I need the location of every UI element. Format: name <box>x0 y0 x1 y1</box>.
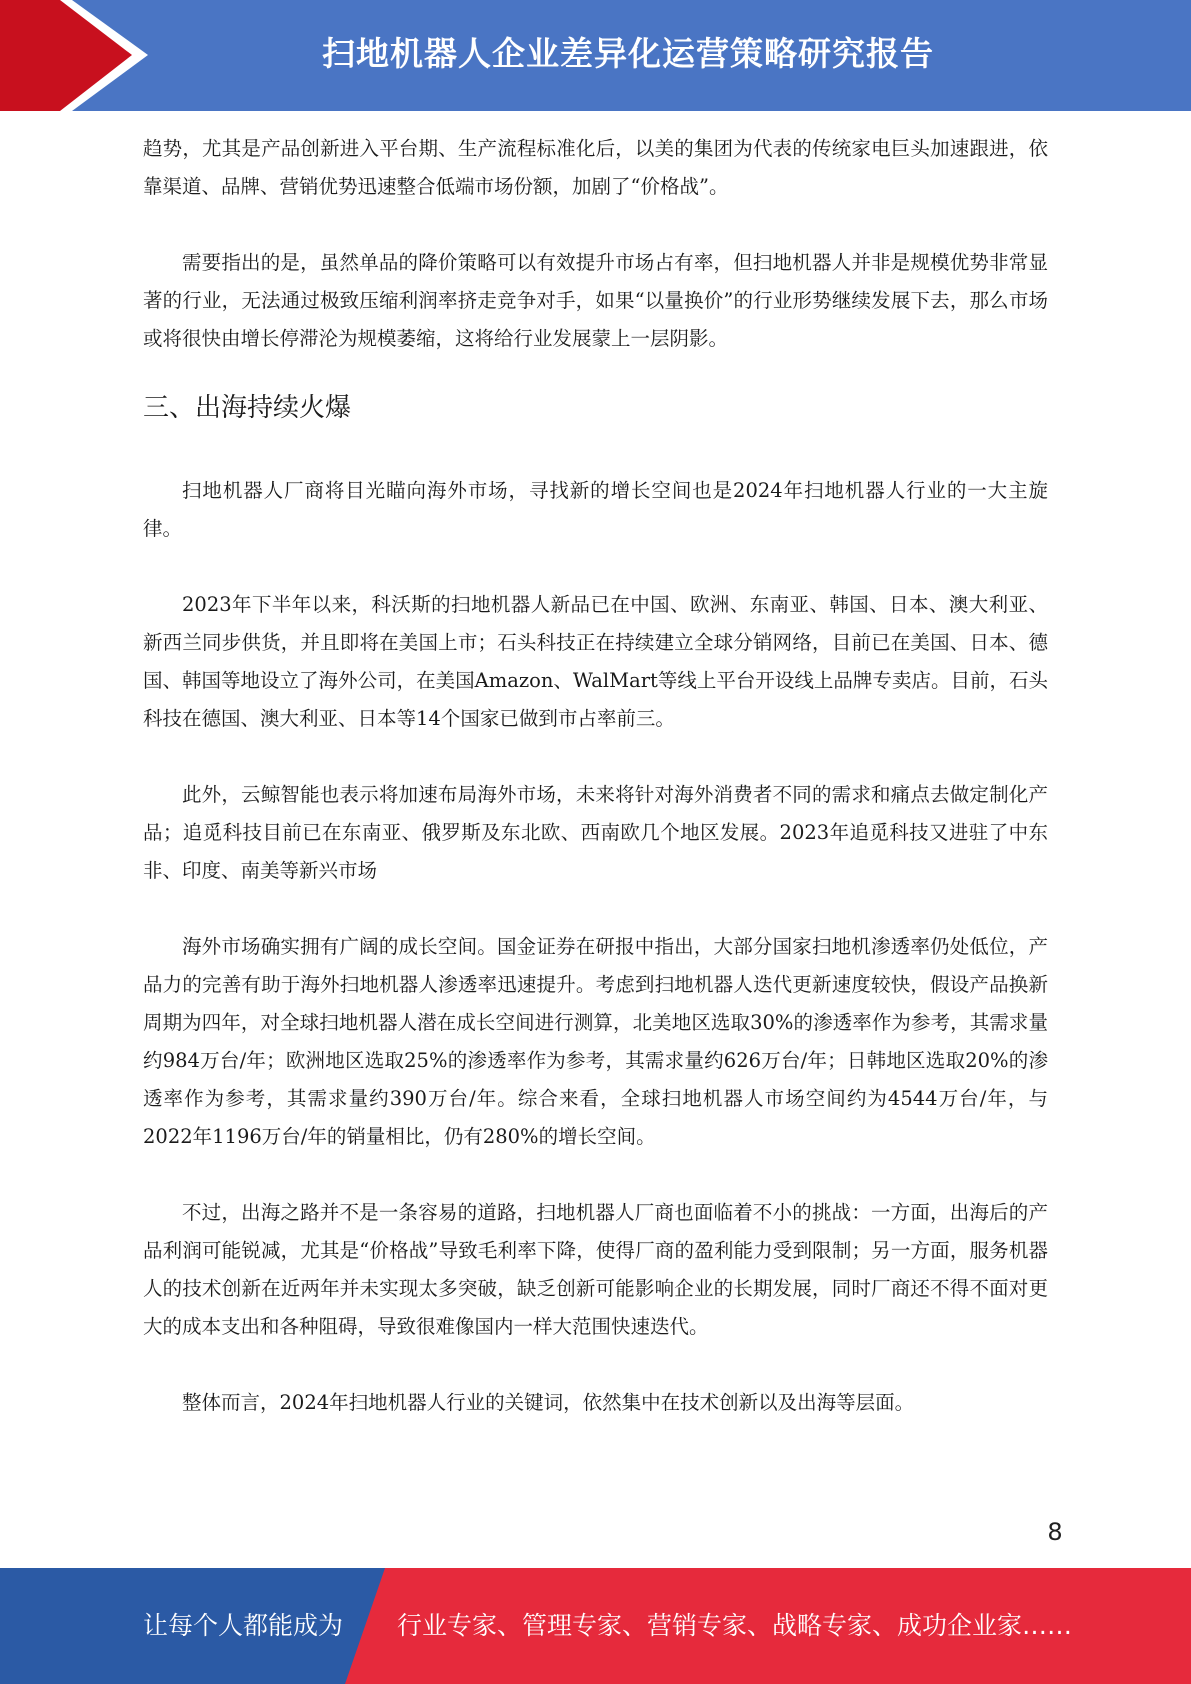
footer-slogan-right: 行业专家、管理专家、营销专家、战略专家、成功企业家…… <box>397 1611 1073 1640</box>
paragraph-market-space: 海外市场确实拥有广阔的成长空间。国金证券在研报中指出，大部分国家扫地机渗透率仍处低位，产品力的完善有助于海外扫地机器人渗透率迅速提升。考虑到扫地机器人迭代更新速度较快，假设产品换新周期为四年，对全球扫地机器人潜在成长空间进行测算，北美地区选取30%的渗透率作为参考，其需求量约984万台/年；欧洲地区选取25%的渗透率作为参考，其需求量约626万台/年；日韩地区选取20%的渗透率作为参考，其需求量约390万台/年。综合来看，全球扫地机器人市场空间约为4544万台/年，与2022年1196万台/年的销量相比，仍有280%的增长空间。 <box>143 935 1048 1148</box>
document-body <box>143 130 1048 1422</box>
report-title: 扫地机器人企业差异化运营策略研究报告 <box>322 34 934 73</box>
footer-slogan-left: 让每个人都能成为 <box>143 1611 344 1640</box>
paragraph-challenges: 不过，出海之路并不是一条容易的道路，扫地机器人厂商也面临着不小的挑战：一方面，出海后的产品利润可能锐减，尤其是“价格战”导致毛利率下降，使得厂商的盈利能力受到限制；另一方面，服务机器人的技术创新在近两年并未实现太多突破，缺乏创新可能影响企业的长期发展，同时厂商还不得不面对更大的成本支出和各种阻碍，导致很难像国内一样大范围快速迭代。 <box>143 1201 1048 1338</box>
page-number: 8 <box>1047 1518 1063 1546</box>
paragraph-ecovacs-roborock: 2023年下半年以来，科沃斯的扫地机器人新品已在中国、欧洲、东南亚、韩国、日本、澳大利亚、新西兰同步供货，并且即将在美国上市；石头科技正在持续建立全球分销网络，目前已在美国、日本、德国、韩国等地设立了海外公司，在美国Amazon、WalMart等线上平台开设线上品牌专卖店。目前，石头科技在德国、澳大利亚、日本等14个国家已做到市占率前三。 <box>143 593 1048 730</box>
page-footer <box>0 1568 1191 1684</box>
paragraph-narwal-dreame: 此外，云鲸智能也表示将加速布局海外市场，未来将针对海外消费者不同的需求和痛点去做定制化产品；追觅科技目前已在东南亚、俄罗斯及东北欧、西南欧几个地区发展。2023年追觅科技又进驻了中东非、印度、南美等新兴市场 <box>143 783 1048 882</box>
paragraph-price-war-note: 需要指出的是，虽然单品的降价策略可以有效提升市场占有率，但扫地机器人并非是规模优势非常显著的行业，无法通过极致压缩利润率挤走竞争对手，如果“以量换价”的行业形势继续发展下去，那么市场或将很快由增长停滞沦为规模萎缩，这将给行业发展蒙上一层阴影。 <box>143 251 1048 350</box>
paragraph-overseas-intro: 扫地机器人厂商将目光瞄向海外市场，寻找新的增长空间也是2024年扫地机器人行业的一大主旋律。 <box>143 479 1048 540</box>
section-heading: 三、出海持续火爆 <box>143 393 352 423</box>
paragraph-conclusion: 整体而言，2024年扫地机器人行业的关键词，依然集中在技术创新以及出海等层面。 <box>182 1391 915 1414</box>
paragraph-intro-continued: 趋势，尤其是产品创新进入平台期、生产流程标准化后，以美的集团为代表的传统家电巨头加速跟进，依靠渠道、品牌、营销优势迅速整合低端市场份额，加剧了“价格战”。 <box>143 137 1048 198</box>
page-header <box>0 0 1191 111</box>
